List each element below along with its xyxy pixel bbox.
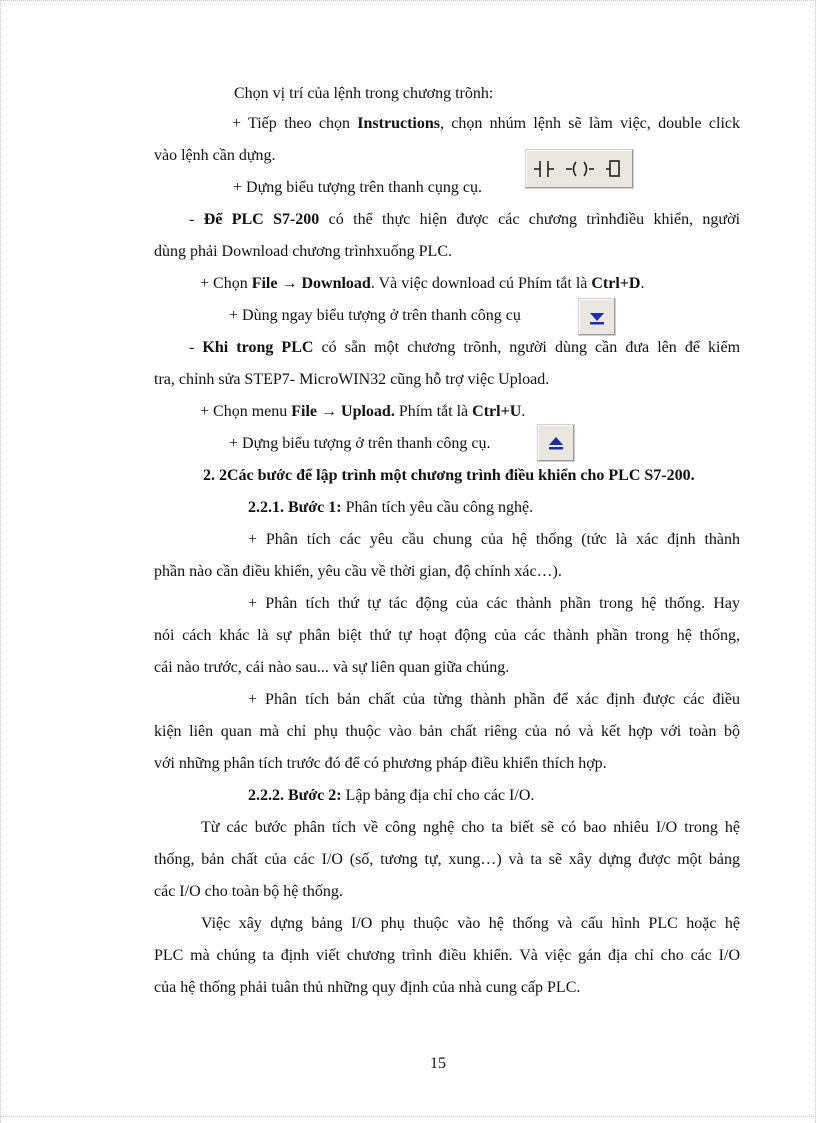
subsection-heading: 2.2.1. Bước 1: Phân tích yêu cầu công nghệ. <box>248 499 534 516</box>
text-line: Chọn vị trí của lệnh trong chương trõnh: <box>234 85 494 102</box>
text-line: Việc xây dựng bảng I/O phụ thuộc vào hệ thống và cấu hình PLC hoặc hệ <box>201 915 740 932</box>
text-line: tra, chỉnh sửa STEP7- MicroWIN32 cũng hỗ trợ việc Upload. <box>154 371 550 388</box>
download-button <box>578 298 616 336</box>
text-line: + Dùng ngay biểu tượng ở trên thanh công cụ <box>229 307 521 324</box>
text-line: + Chọn File → Download. Và việc download cú Phím tắt là Ctrl+D. <box>200 275 645 292</box>
text-line: + Tiếp theo chọn Instructions, chọn nhúm lệnh sẽ làm việc, double click <box>232 115 740 132</box>
text-line: kiện liên quan mà chỉ phụ thuộc vào bản chất riêng của nó và kết hợp với toàn bộ <box>154 723 740 740</box>
section-heading: 2. 2Các bước để lập trình một chương trình điều khiển cho PLC S7-200. <box>203 467 695 484</box>
text-line: PLC mà chúng ta định viết chương trình điều khiển. Và việc gán địa chỉ cho các I/O <box>154 947 740 964</box>
text-line: các I/O cho toàn bộ hệ thống. <box>154 883 343 900</box>
text-line: nói cách khác là sự phân biệt thứ tự hoạt động của các thành phần trong hệ thống, <box>154 627 740 644</box>
text-line: dùng phải Download chương trìnhxuống PLC. <box>154 243 452 260</box>
text-line: phần nào cần điều khiển, yêu cầu về thời gian, độ chính xác…). <box>154 563 562 580</box>
text-line: Từ các bước phân tích về công nghệ cho ta biết sẽ có bao nhiêu I/O trong hệ <box>201 819 740 836</box>
text-line: - Để PLC S7-200 có thể thực hiện được các chương trìnhđiều khiển, người <box>189 211 741 228</box>
text-line: của hệ thống phải tuân thủ những quy định của nhà cung cấp PLC. <box>154 979 581 996</box>
page-number: 15 <box>430 1055 446 1072</box>
text-line: cái nào trước, cái nào sau... và sự liên quan giữa chúng. <box>154 659 510 676</box>
text-line: thống, bản chất của các I/O (số, tương tự, xung…) và ta sẽ xây dựng được một bảng <box>154 851 740 868</box>
ladder-toolbar <box>525 149 634 189</box>
text-line: + Chọn menu File → Upload. Phím tắt là Ctrl+U. <box>200 403 526 420</box>
text-line: - Khi trong PLC có sẵn một chương trõnh, người dùng cần đưa lên để kiểm <box>189 339 741 356</box>
text-line: với những phân tích trước đó để có phương pháp điều khiển thích hợp. <box>154 755 607 772</box>
upload-button <box>537 424 575 462</box>
text-line: + Phân tích thứ tự tác động của các thành phần trong hệ thống. Hay <box>248 595 740 612</box>
download-arrow-icon <box>587 307 607 327</box>
text-line: + Dựng biểu tượng trên thanh cụng cụ. <box>233 179 482 196</box>
text-line: + Phân tích các yêu cầu chung của hệ thống (tức là xác định thành <box>248 531 740 548</box>
ladder-contact-coil-box-icon <box>532 159 626 179</box>
text-line: + Dựng biểu tượng ở trên thanh công cụ. <box>229 435 491 452</box>
upload-arrow-icon <box>546 433 566 453</box>
text-line: + Phân tích bản chất của từng thành phần để xác định được các điều <box>248 691 740 708</box>
text-line: vào lệnh cần dựng. <box>154 147 276 164</box>
subsection-heading: 2.2.2. Bước 2: Lập bảng địa chỉ cho các I/O. <box>248 787 535 804</box>
